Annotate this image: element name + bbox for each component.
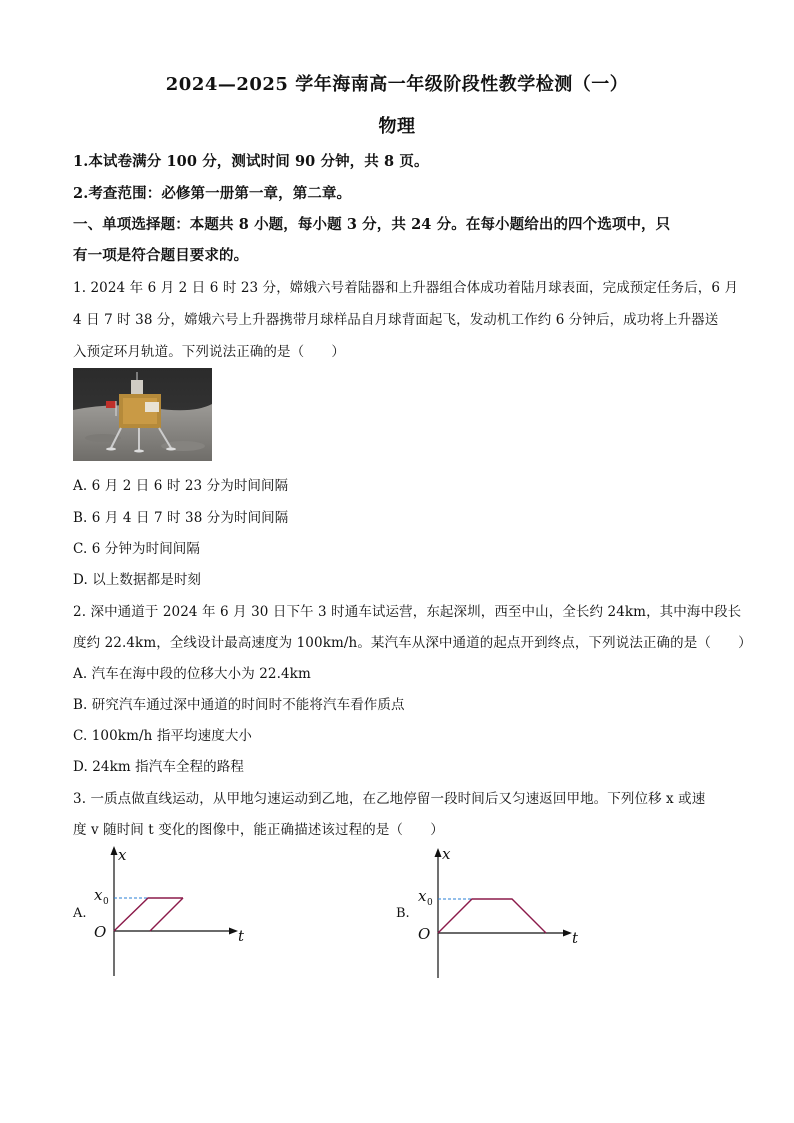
instruction-1: 1.本试卷满分 100 分，测试时间 90 分钟，共 8 页。 [73, 153, 429, 170]
q1-stem-line1: 1. 2024 年 6 月 2 日 6 时 23 分，嫦娥六号着陆器和上升器组合体成功着陆月球表面，完成预定任务后，6 月 [73, 280, 739, 296]
graph-b-origin: O [418, 925, 431, 943]
q2-option-d: D. 24km 指汽车全程的路程 [73, 759, 244, 775]
graph-a-x-label: t [238, 927, 245, 945]
graph-a-level: x [94, 886, 103, 904]
graph-a-origin: O [94, 923, 107, 941]
graph-b-y-label: x [442, 845, 451, 863]
section-heading-line2: 有一项是符合题目要求的。 [73, 247, 249, 264]
q3-stem-line1: 3. 一质点做直线运动，从甲地匀速运动到乙地，在乙地停留一段时间后又匀速返回甲地。下列位移 x 或速 [73, 791, 706, 807]
graph-b-level: x [418, 887, 427, 905]
graph-b [412, 842, 612, 982]
q2-option-c: C. 100km/h 指平均速度大小 [73, 728, 253, 744]
graph-a [88, 840, 288, 980]
q1-option-d: D. 以上数据都是时刻 [73, 572, 202, 588]
subject-title: 物理 [378, 116, 416, 137]
graph-b-y-arrow [435, 848, 442, 857]
q1-stem-line3: 入预定环月轨道。下列说法正确的是（ ） [73, 344, 345, 360]
q2-option-b: B. 研究汽车通过深中通道的时间时不能将汽车看作质点 [73, 697, 405, 713]
graph-a-curve-second [150, 898, 183, 931]
q3-stem-line2: 度 v 随时间 t 变化的图像中，能正确描述该过程的是（ ） [73, 822, 444, 838]
section-heading-line1: 一、单项选择题：本题共 8 小题，每小题 3 分，共 24 分。在每小题给出的四个选项中，只 [73, 216, 671, 233]
q2-stem-line1: 2. 深中通道于 2024 年 6 月 30 日下午 3 时通车试运营，东起深圳，西至中山，全长约 24km，其中海中段长 [73, 604, 742, 620]
graph-a-label: A. [73, 906, 87, 921]
graph-a-x-arrow [229, 928, 238, 935]
lander-photo [73, 368, 212, 461]
graph-b-level-sub: 0 [427, 898, 433, 908]
q1-option-a: A. 6 月 2 日 6 时 23 分为时间间隔 [73, 478, 289, 494]
graph-a-y-arrow [111, 846, 118, 855]
graph-b-curve [438, 899, 546, 933]
q2-option-a: A. 汽车在海中段的位移大小为 22.4km [73, 666, 311, 682]
q1-option-b: B. 6 月 4 日 7 时 38 分为时间间隔 [73, 510, 289, 526]
graph-a-curve-up [114, 898, 183, 931]
graph-a-level-sub: 0 [103, 897, 109, 907]
graph-b-label: B. [396, 906, 410, 921]
q2-stem-line2: 度约 22.4km，全线设计最高速度为 100km/h。某汽车从深中通道的起点开到终点，下列说法正确的是（ ） [73, 635, 752, 651]
instruction-2: 2.考查范围：必修第一册第一章，第二章。 [73, 185, 352, 202]
q1-option-c: C. 6 分钟为时间间隔 [73, 541, 201, 557]
graph-b-x-label: t [572, 929, 579, 947]
q1-stem-line2: 4 日 7 时 38 分，嫦娥六号上升器携带月球样品自月球背面起飞，发动机工作约 6 分钟后，成功将上升器送 [73, 312, 719, 328]
graph-b-x-arrow [563, 930, 572, 937]
graph-a-y-label: x [118, 846, 127, 864]
exam-title: 2024—2025 学年海南高一年级阶段性教学检测（一） [165, 74, 629, 95]
